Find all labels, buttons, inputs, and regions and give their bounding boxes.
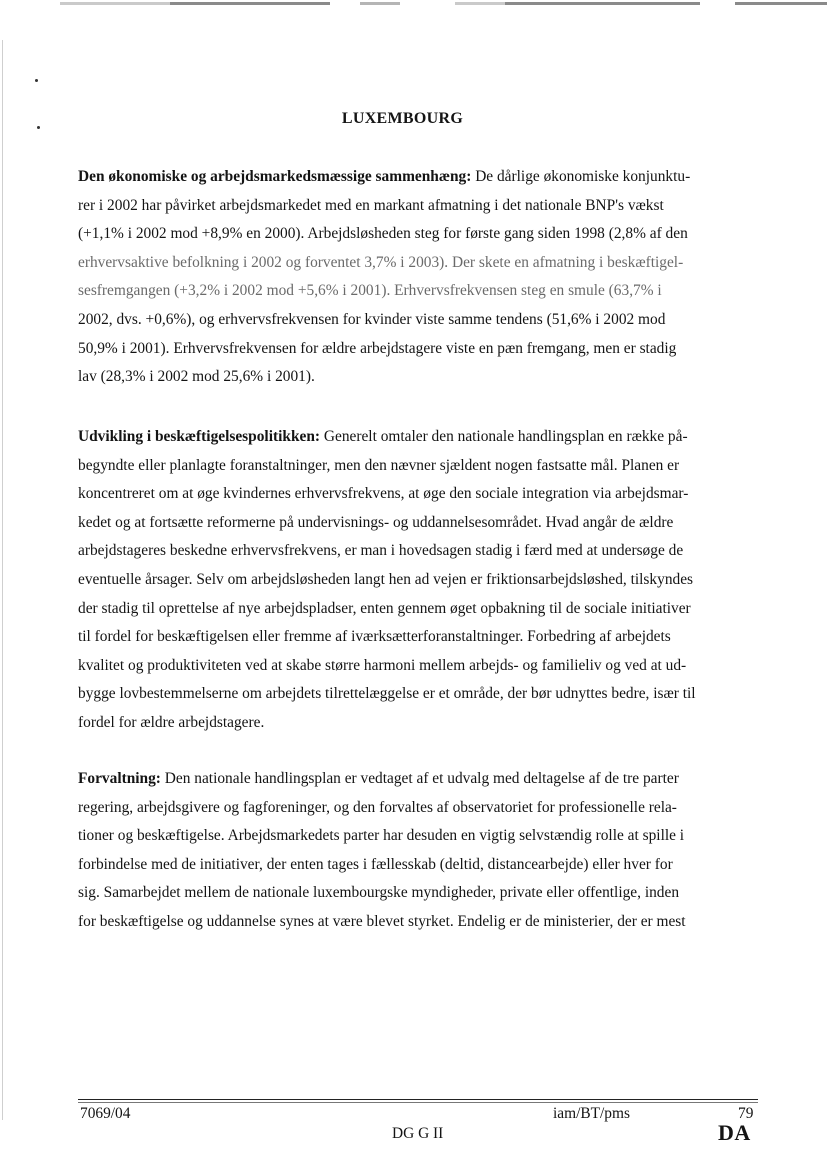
paragraph-line [78,423,748,452]
paragraph-line: til fordel for beskæftigelsen eller fremme af iværksætterforanstaltninger. Forbedring af arbejdets [78,628,671,646]
paragraph-line: sesfremgangen (+3,2% i 2002 mod +5,6% i 2001). Erhvervsfrekvensen steg en smule (63,7% i [78,282,662,300]
paragraph-line: regering, arbejdsgivere og fagforeninger, og den forvaltes af observatoriet for professionelle rela- [78,798,677,816]
footer-document-number: 7069/04 [80,1105,131,1122]
paragraph-line: koncentreret om at øge kvindernes erhvervsfrekvens, at øge den sociale integration via arbejdsmar- [78,485,689,503]
paragraph-line: forbindelse med de initiativer, der enten tages i fællesskab (deltid, distancearbejde) eller hver for [78,855,673,873]
paragraph-line: der stadig til oprettelse af nye arbejdspladser, enten gennem øget opbakning til de sociale initiativer [78,599,691,617]
section-economic-context [78,163,748,392]
footer-page-number: 79 [738,1105,754,1122]
section-employment-policy [78,423,748,738]
paragraph-line: erhvervsaktive befolkning i 2002 og forventet 3,7% i 2003). Der skete en afmatning i beskæftigel- [78,253,684,271]
scan-speck [35,79,38,82]
paragraph-text: Den nationale handlingsplan er vedtaget af et udvalg med deltagelse af de tre parter [160,770,679,787]
paragraph-line [78,765,748,794]
footer-directorate: DG G II [392,1125,444,1142]
footer-reference: iam/BT/pms [553,1105,630,1122]
paragraph-line: fordel for ældre arbejdstagere. [78,713,265,731]
paragraph-line: eventuelle årsager. Selv om arbejdsløsheden langt hen ad vejen er friktionsarbejdsløshed, tilskyndes [78,570,694,588]
paragraph-text: De dårlige økonomiske konjunktu- [471,168,691,185]
page-title: LUXEMBOURG [341,110,464,127]
paragraph-line [78,163,748,192]
paragraph-line: kedet og at fortsætte reformerne på undervisnings- og uddannelsesområdet. Hvad angår de ældre [78,513,674,531]
paragraph-line: rer i 2002 har påvirket arbejdsmarkedet med en markant afmatning i det nationale BNP's vækst [78,196,664,214]
paragraph-line: for beskæftigelse og uddannelse synes at være blevet styrket. Endelig er de ministerier, der er mest [78,912,686,930]
paragraph-line: lav (28,3% i 2002 mod 25,6% i 2001). [78,368,315,386]
paragraph-line: sig. Samarbejdet mellem de nationale luxembourgske myndigheder, private eller offentlige, inden [78,884,680,902]
scan-artifact-left [2,40,3,1120]
section-heading: Forvaltning: [78,770,161,787]
section-governance [78,765,748,937]
section-heading: Den økonomiske og arbejdsmarkedsmæssige sammenhæng: [78,168,472,185]
paragraph-line: tioner og beskæftigelse. Arbejdsmarkedets parter har desuden en vigtig selvstændig rolle at spille i [78,827,685,845]
paragraph-line: 50,9% i 2001). Erhvervsfrekvensen for ældre arbejdstagere viste en pæn fremgang, men er stadig [78,339,677,357]
paragraph-line: (+1,1% i 2002 mod +8,9% en 2000). Arbejdsløsheden steg for første gang siden 1998 (2,8% af den [78,225,688,243]
scan-artifact-top [0,0,827,9]
paragraph-line: bygge lovbestemmelserne om arbejdets tilrettelæggelse er et område, der bør udnyttes bedre, især til [78,685,696,703]
footer-divider [78,1102,758,1103]
footer-divider [78,1099,758,1100]
paragraph-line: kvalitet og produktiviteten ved at skabe større harmoni mellem arbejds- og familieliv og ved at ud- [78,656,687,674]
paragraph-line: 2002, dvs. +0,6%), og erhvervsfrekvensen for kvinder viste samme tendens (51,6% i 2002 mod [78,310,666,328]
section-heading: Udvikling i beskæftigelsespolitikken: [78,428,321,445]
paragraph-line: arbejdstageres beskedne erhvervsfrekvens, er man i hovedsagen stadig i færd med at undersøge de [78,542,684,560]
paragraph-line: begyndte eller planlagte foranstaltninger, men den nævner sjældent nogen fastsatte mål. Planen er [78,456,680,474]
footer-language-code: DA [718,1120,751,1145]
paragraph-text: Generelt omtaler den nationale handlingsplan en række på- [320,428,688,445]
